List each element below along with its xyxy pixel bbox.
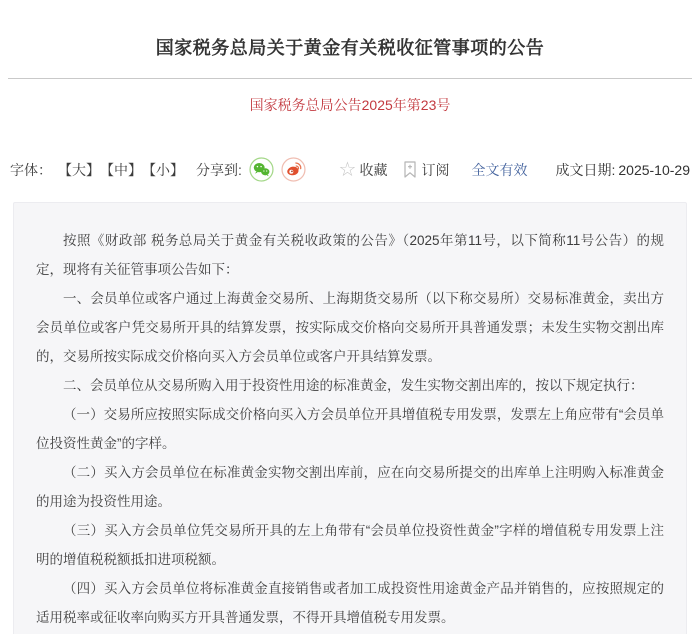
publish-date-label: 成文日期: (555, 161, 616, 178)
document-body (13, 202, 687, 634)
font-size-large-button[interactable]: 【大】 (58, 161, 100, 178)
wechat-share-icon[interactable] (249, 157, 274, 182)
toolbar-left-group (10, 157, 306, 182)
document-paragraph-intro: 按照《财政部 税务总局关于黄金有关税收政策的公告》（2025年第11号，以下简称11号公告）的规定，现将有关征管事项公告如下： (36, 233, 664, 277)
document-number: 国家税务总局公告2025年第23号 (249, 97, 451, 113)
document-paragraph-item1: 一、会员单位或客户通过上海黄金交易所、上海期货交易所（以下称交易所）交易标准黄金，卖出方会员单位或客户凭交易所开具的结算发票，按实际成交价格向交易所开具普通发票；未发生实物交割出库的，交易所按实际成交价格向买入方会员单位或客户开具结算发票。 (36, 291, 664, 364)
font-size-medium-button[interactable]: 【中】 (100, 161, 142, 178)
weibo-icon (281, 157, 306, 182)
page-title: 国家税务总局关于黄金有关税收征管事项的公告 (155, 38, 545, 58)
publish-date (555, 160, 690, 180)
toolbar-right-group (339, 160, 690, 180)
publish-date-value: 2025-10-29 (618, 161, 690, 178)
favorite-button[interactable] (339, 160, 388, 180)
font-size-small-button[interactable]: 【小】 (142, 161, 184, 178)
document-paragraph-item2-4: （四）买入方会员单位将标准黄金直接销售或者加工成投资性用途黄金产品并销售的，应按照规定的适用税率或征收率向购买方开具普通发票，不得开具增值税专用发票。 (36, 581, 664, 625)
subscribe-label: 订阅 (421, 161, 450, 178)
share-to-label: 分享到: (196, 161, 242, 178)
document-paragraph-item2-3: （三）买入方会员单位凭交易所开具的左上角带有“会员单位投资性黄金”字样的增值税专用发票上注明的增值税税额抵扣进项税额。 (36, 523, 664, 567)
title-divider (8, 78, 692, 79)
document-paragraph-item2-1: （一）交易所应按照实际成交价格向买入方会员单位开具增值税专用发票，发票左上角应带有“会员单位投资性黄金”的字样。 (36, 407, 664, 451)
wechat-icon (249, 157, 274, 182)
star-icon: ☆ (338, 158, 357, 181)
weibo-share-icon[interactable] (281, 157, 306, 182)
font-size-label: 字体： (10, 161, 52, 178)
validity-status: 全文有效 (471, 161, 528, 178)
toolbar (10, 157, 690, 182)
bookmark-icon (403, 160, 417, 179)
favorite-label: 收藏 (359, 161, 388, 178)
document-paragraph-item2-2: （二）买入方会员单位在标准黄金实物交割出库前，应在向交易所提交的出库单上注明购入标准黄金的用途为投资性用途。 (36, 465, 664, 509)
subscribe-button[interactable] (403, 160, 449, 180)
document-paragraph-item2: 二、会员单位从交易所购入用于投资性用途的标准黄金，发生实物交割出库的，按以下规定执行： (63, 378, 644, 393)
